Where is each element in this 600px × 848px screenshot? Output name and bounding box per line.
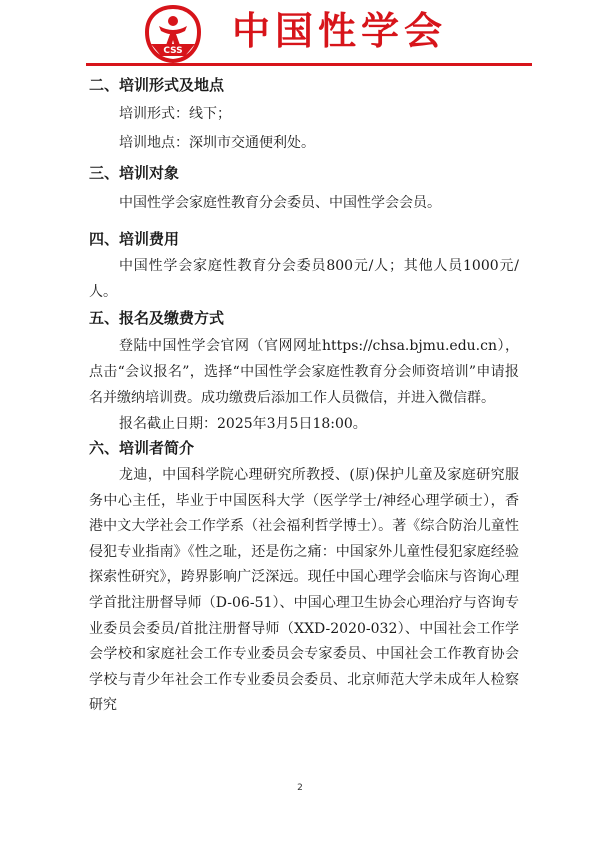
letterhead <box>0 0 600 70</box>
fee-text: 中国性学会家庭性教育分会委员800元/人；其他人员1000元/人。 <box>89 258 519 300</box>
training-place-line: 培训地点：深圳市交通便利处。 <box>119 135 315 151</box>
section-heading-registration: 五、报名及缴费方式 <box>89 309 225 327</box>
registration-deadline: 报名截止日期：2025年3月5日18:00。 <box>119 416 367 432</box>
section-heading-fee: 四、培训费用 <box>89 230 180 248</box>
audience-text: 中国性学会家庭性教育分会委员、中国性学会会员。 <box>119 195 441 211</box>
organization-logo <box>141 4 205 64</box>
header-divider <box>86 63 532 66</box>
svg-text:CSS: CSS <box>163 46 183 56</box>
registration-text: 登陆中国性学会官网（官网网址https://chsa.bjmu.edu.cn）， 点击“会议报名”，选择“中国性学会家庭性教育分会师资培训”申请报名并缴纳培训费。成功缴费后添加工作人员微信，并进入微信群。 <box>89 338 519 406</box>
page-number: 2 <box>297 783 303 793</box>
section-heading-format: 二、培训形式及地点 <box>89 76 225 94</box>
section-heading-trainer: 六、培训者简介 <box>89 439 195 457</box>
document-body <box>89 74 519 719</box>
training-form-line: 培训形式：线下； <box>119 106 231 122</box>
trainer-bio: 龙迪，中国科学院心理研究所教授、(原)保护儿童及家庭研究服务中心主任，毕业于中国医科大学（医学学士/神经心理学硕士），香港中文大学社会工作学系（社会福利哲学博士）。著《综合防治儿童性侵犯专业指南》《性之耻，还是伤之痛：中国家外儿童性侵犯家庭经验探索性研究》，跨界影响广泛深远。现任中国心理学会临床与咨询心理学首批注册督导师（D-06-51）、中国心理卫生协会心理治疗与咨询专业委员会委员/首批注册督导师（XXD-2020-032）、中国社会工作学会学校和家庭社会工作专业委员会专家委员、中国社会工作教育协会学校与青少年社会工作专业委员会委员、北京师范大学未成年人检察研究 <box>89 467 519 714</box>
section-heading-audience: 三、培训对象 <box>89 164 180 182</box>
organization-title: 中国性学会 <box>232 8 448 53</box>
